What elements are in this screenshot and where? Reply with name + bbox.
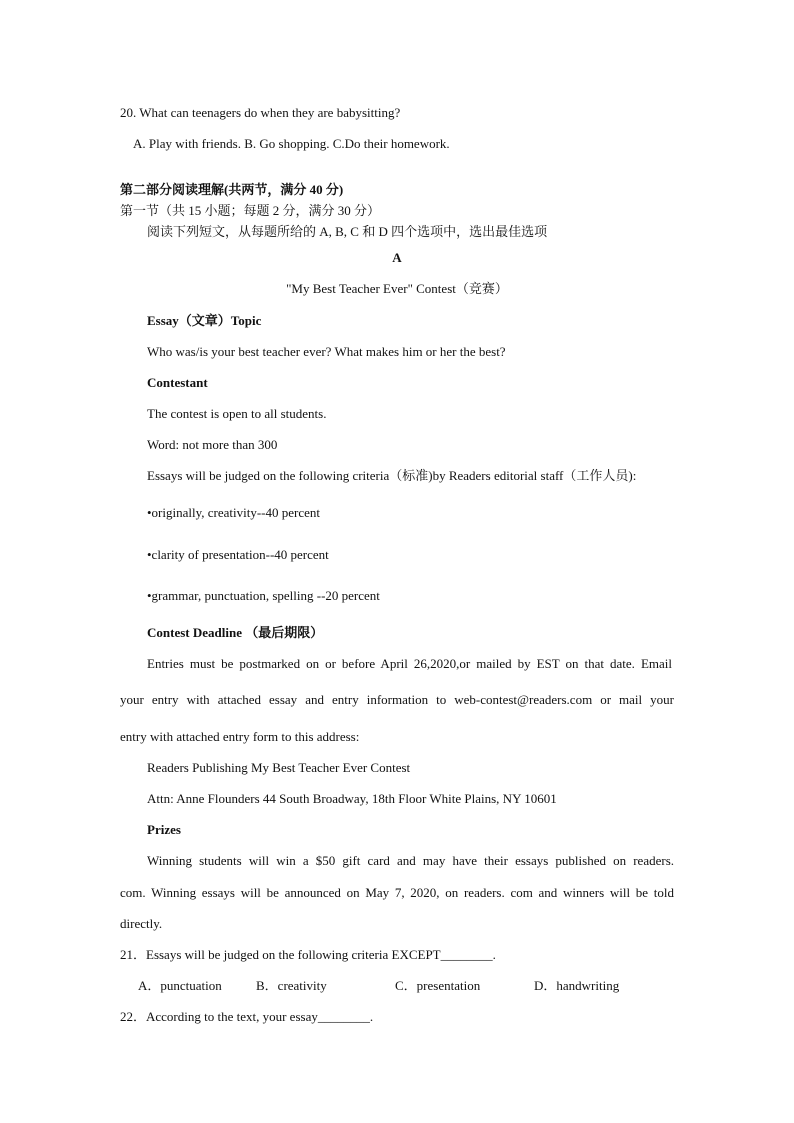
- contestant-text: The contest is open to all students.: [147, 406, 327, 421]
- q21-option: A．punctuation: [138, 978, 222, 993]
- prizes-heading: Prizes: [147, 822, 181, 837]
- prizes-line: directly.: [120, 916, 163, 931]
- criteria-item: •clarity of presentation--40 percent: [147, 547, 329, 562]
- prizes-line: Winning students will win a $50 gift card and may have their essays published on readers.: [147, 853, 674, 868]
- q21-option: D．handwriting: [534, 978, 620, 993]
- q21-option: C．presentation: [395, 978, 481, 993]
- prizes-line: com. Winning essays will be announced on May 7, 2020, on readers. com and winners will be told: [120, 885, 674, 900]
- q21-option: B．creativity: [256, 978, 327, 993]
- reading-instruction: 阅读下列短文，从每题所给的 A, B, C 和 D 四个选项中，选出最佳选项: [147, 224, 548, 239]
- criteria-intro: Essays will be judged on the following criteria（标准)by Readers editorial staff（工作人员):: [147, 468, 637, 483]
- deadline-line: Entries must be postmarked on or before April 26,2020,or mailed by EST on that date. Email: [147, 656, 672, 671]
- q20-options: A. Play with friends. B. Go shopping. C.Do their homework.: [133, 136, 450, 151]
- q21-question: 21．Essays will be judged on the following criteria EXCEPT________.: [120, 947, 496, 962]
- essay-topic-heading: Essay（文章）Topic: [147, 313, 262, 328]
- word-limit: Word: not more than 300: [147, 437, 278, 452]
- deadline-heading: Contest Deadline （最后期限）: [147, 625, 324, 640]
- passage-letter: A: [392, 250, 402, 265]
- q22-question: 22．According to the text, your essay________.: [120, 1009, 374, 1024]
- deadline-line: entry with attached entry form to this address:: [120, 729, 360, 744]
- criteria-item: •grammar, punctuation, spelling --20 percent: [147, 588, 380, 603]
- part2-heading: 第二部分阅读理解(共两节，满分 40 分): [120, 182, 344, 197]
- deadline-line: your entry with attached essay and entry information to web-contest@readers.com or mail your: [120, 692, 674, 707]
- passage-title: "My Best Teacher Ever" Contest（竞赛）: [286, 281, 508, 296]
- section1-heading: 第一节（共 15 小题；每题 2 分，满分 30 分）: [120, 203, 381, 218]
- contestant-heading: Contestant: [147, 375, 208, 390]
- q20-question: 20. What can teenagers do when they are babysitting?: [120, 105, 401, 120]
- essay-topic-text: Who was/is your best teacher ever? What makes him or her the best?: [147, 344, 506, 359]
- address-line: Attn: Anne Flounders 44 South Broadway, 18th Floor White Plains, NY 10601: [147, 791, 557, 806]
- address-line: Readers Publishing My Best Teacher Ever Contest: [147, 760, 411, 775]
- criteria-item: •originally, creativity--40 percent: [147, 505, 320, 520]
